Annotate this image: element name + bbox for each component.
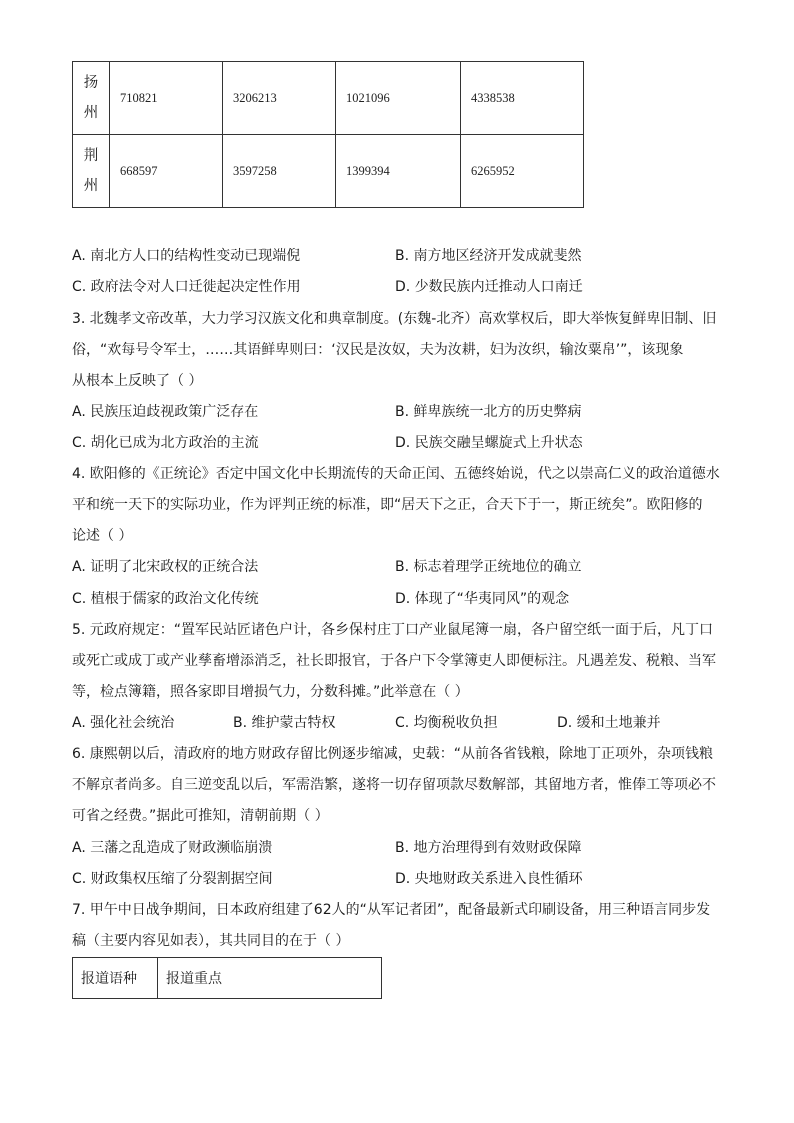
- q4-stem-line-2: 平和统一天下的实际功业，作为评判正统的标准，即“居天下之正，合天下于一，斯正统矣”。欧阳修的: [72, 497, 703, 513]
- column-header: 报道语种: [73, 958, 158, 999]
- q5-stem-line-1: 5. 元政府规定：“置军民站匠诸色户计，各乡保村庄丁口产业鼠尾簿一扇，各户留空纸一面于后，凡丁口: [72, 622, 714, 638]
- q4-option-a[interactable]: A. 证明了北宋政权的正统合法: [72, 559, 259, 575]
- q5-option-a[interactable]: A. 强化社会统治: [72, 715, 175, 731]
- value-cell: 3206213: [223, 62, 336, 135]
- q5-stem-line-3: 等，检点簿籍，照各家即目增损气力，分数科摊。”此举意在（ ）: [72, 684, 469, 700]
- q2-option-b[interactable]: B. 南方地区经济开发成就斐然: [395, 248, 582, 264]
- value-cell: 1399394: [336, 135, 461, 208]
- q5-option-c[interactable]: C. 均衡税收负担: [395, 715, 498, 731]
- q6-option-d[interactable]: D. 央地财政关系进入良性循环: [395, 871, 583, 887]
- q6-stem-line-3: 可省之经费。”据此可推知，清朝前期（ ）: [72, 808, 329, 824]
- q2-option-d[interactable]: D. 少数民族内迁推动人口南迁: [395, 279, 583, 295]
- q6-stem-line-2: 不解京者尚多。自三逆变乱以后，军需浩繁，遂将一切存留项款尽数解部，其留地方者，惟俸工等项必不: [72, 777, 716, 793]
- q2-option-c[interactable]: C. 政府法令对人口迁徙起决定性作用: [72, 279, 301, 295]
- q5-option-b[interactable]: B. 维护蒙古特权: [233, 715, 336, 731]
- q3-stem-line-3: 从根本上反映了（ ）: [72, 373, 203, 389]
- q4-option-b[interactable]: B. 标志着理学正统地位的确立: [395, 559, 582, 575]
- q6-option-c[interactable]: C. 财政集权压缩了分裂割据空间: [72, 871, 273, 887]
- value-cell: 668597: [110, 135, 223, 208]
- q6-option-b[interactable]: B. 地方治理得到有效财政保障: [395, 840, 582, 856]
- q3-stem-line-2: 俗，“欢每号令军士，……其语鲜卑则曰：‘汉民是汝奴，夫为汝耕，妇为汝织，输汝粟帛’”，该现象: [72, 342, 684, 358]
- q7-table: [72, 957, 382, 999]
- region-cell: 荆 州: [73, 135, 110, 208]
- q6-stem-line-1: 6. 康熙朝以后，清政府的地方财政存留比例逐步缩减，史载：“从前各省钱粮，除地丁正项外，杂项钱粮: [72, 746, 714, 762]
- q4-stem-line-1: 4. 欧阳修的《正统论》否定中国文化中长期流传的天命正闰、五德终始说，代之以崇高仁义的政治道德水: [72, 466, 720, 482]
- value-cell: 3597258: [223, 135, 336, 208]
- column-header: 报道重点: [158, 958, 382, 999]
- q3-option-d[interactable]: D. 民族交融呈螺旋式上升状态: [395, 435, 583, 451]
- q3-stem-line-1: 3. 北魏孝文帝改革，大力学习汉族文化和典章制度。(东魏-北齐）高欢掌权后，即大举恢复鲜卑旧制、旧: [72, 311, 717, 327]
- table-row: [73, 135, 584, 208]
- q7-stem-line-2: 稿（主要内容见如表），其共同目的在于（ ）: [72, 933, 350, 949]
- q3-option-b[interactable]: B. 鲜卑族统一北方的历史弊病: [395, 404, 582, 420]
- q3-option-a[interactable]: A. 民族压迫歧视政策广泛存在: [72, 404, 259, 420]
- q4-stem-line-3: 论述（ ）: [72, 528, 133, 544]
- table-row: [73, 62, 584, 135]
- value-cell: 1021096: [336, 62, 461, 135]
- q4-option-c[interactable]: C. 植根于儒家的政治文化传统: [72, 591, 259, 607]
- q7-stem-line-1: 7. 甲午中日战争期间，日本政府组建了62人的“从军记者团”，配备最新式印刷设备，用三种语言同步发: [72, 902, 711, 918]
- q2-option-a[interactable]: A. 南北方人口的结构性变动已现端倪: [72, 248, 301, 264]
- value-cell: 710821: [110, 62, 223, 135]
- q4-option-d[interactable]: D. 体现了“华夷同风”的观念: [395, 591, 570, 607]
- table-header-row: [73, 958, 382, 999]
- value-cell: 6265952: [461, 135, 584, 208]
- region-cell: 扬 州: [73, 62, 110, 135]
- value-cell: 4338538: [461, 62, 584, 135]
- q5-option-d[interactable]: D. 缓和土地兼并: [557, 715, 661, 731]
- q6-option-a[interactable]: A. 三藩之乱造成了财政濒临崩溃: [72, 840, 273, 856]
- q3-option-c[interactable]: C. 胡化已成为北方政治的主流: [72, 435, 259, 451]
- q5-stem-line-2: 或死亡或成丁或产业孳畜增添消乏，社长即报官，于各户下令掌簿吏人即便标注。凡遇差发、税粮、当军: [72, 653, 716, 669]
- population-table: [72, 61, 584, 208]
